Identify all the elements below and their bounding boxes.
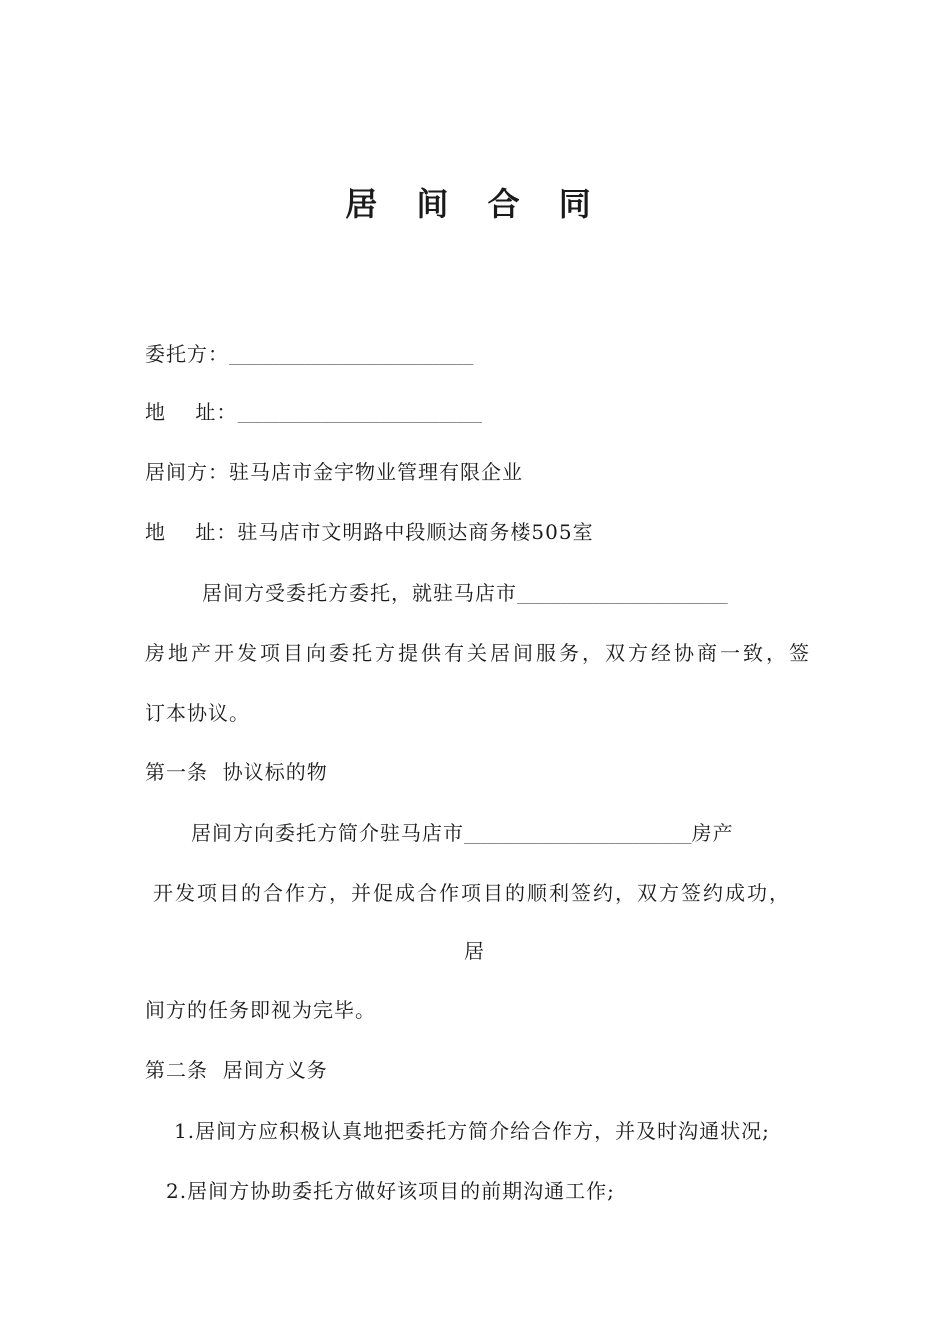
intro-text: 居间方受委托方委托，就驻马店市 bbox=[202, 581, 517, 605]
document-title: 居 间 合 同 bbox=[345, 185, 605, 223]
article1-blank: ___________________________ bbox=[464, 828, 692, 844]
intro-line-1 bbox=[202, 578, 728, 611]
principal-blank: _____________________________ bbox=[229, 349, 474, 365]
article1-line-3: 居 bbox=[464, 939, 485, 963]
article2-item-2: 2.居间方协助委托方做好该项目的前期沟通工作; bbox=[166, 1179, 615, 1203]
intermediary-line: 居间方：驻马店市金宇物业管理有限企业 bbox=[145, 460, 523, 484]
article1-line-1 bbox=[191, 818, 734, 851]
article1-text: 居间方向委托方简介驻马店市 bbox=[191, 821, 464, 845]
article2-item-1: 1.居间方应积极认真地把委托方简介给合作方，并及时沟通状况; bbox=[174, 1119, 770, 1143]
principal-address-label: 地 址： bbox=[145, 400, 238, 424]
article1-tail: 房产 bbox=[691, 821, 734, 845]
intro-line-3: 订本协议。 bbox=[145, 701, 250, 725]
principal-label: 委托方： bbox=[145, 342, 229, 366]
article1-heading: 第一条 协议标的物 bbox=[145, 760, 328, 784]
article2-heading: 第二条 居间方义务 bbox=[145, 1058, 328, 1082]
intro-line-2: 房地产开发项目向委托方提供有关居间服务，双方经协商一致，签 bbox=[145, 641, 812, 665]
intermediary-address-line: 地 址：驻马店市文明路中段顺达商务楼505室 bbox=[145, 520, 594, 544]
article1-line-4: 间方的任务即视为完毕。 bbox=[145, 998, 376, 1022]
intro-blank: _________________________ bbox=[517, 588, 728, 604]
principal-line bbox=[145, 339, 473, 372]
principal-address-blank: _____________________________ bbox=[237, 407, 482, 423]
article1-line-2: 开发项目的合作方，并促成合作项目的顺利签约，双方签约成功， bbox=[153, 881, 791, 905]
principal-address-line bbox=[145, 397, 482, 430]
